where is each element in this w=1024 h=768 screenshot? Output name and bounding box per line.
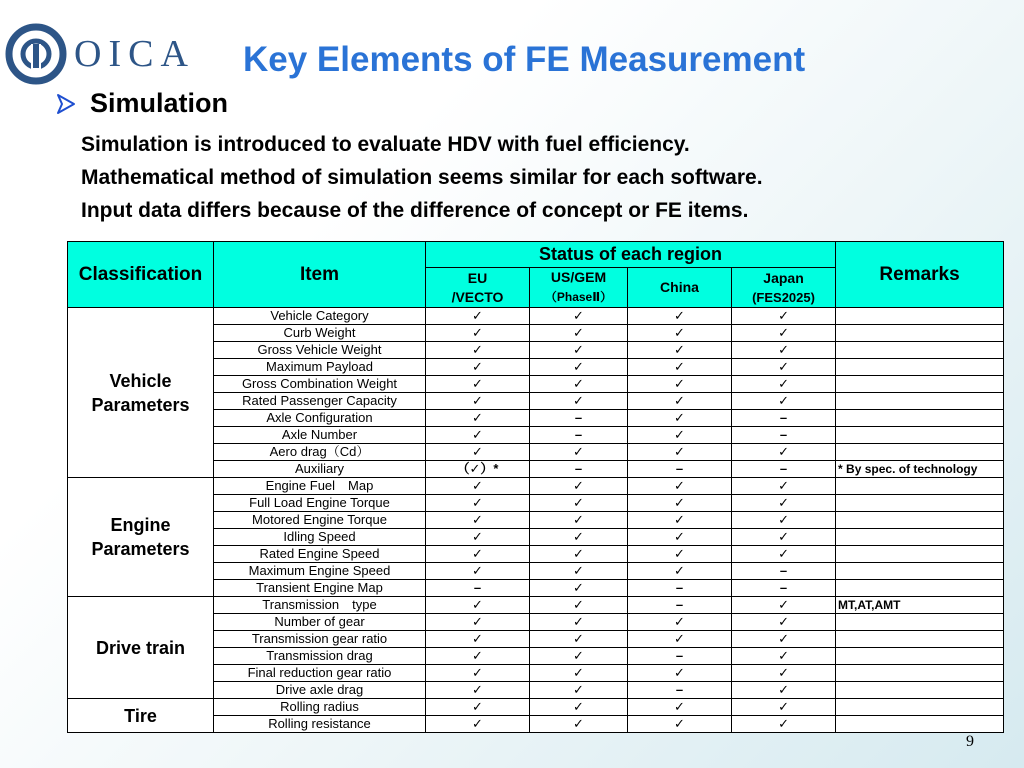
oica-logo [4,22,204,86]
status-cell-cn: ✓ [628,478,732,495]
item-cell: Aero drag（Cd） [214,444,426,461]
status-cell-us: ✓ [530,563,628,580]
classification-label: Tire [124,705,157,726]
header-remarks: Remarks [836,242,1004,308]
status-cell-us: ✓ [530,512,628,529]
status-cell-jp: ✓ [732,308,836,325]
remark-cell [836,665,1004,682]
status-cell-jp: ✓ [732,716,836,733]
status-cell-eu: – [426,580,530,597]
region-name: EU [467,269,488,286]
status-cell-us: ✓ [530,682,628,699]
classification-label: Engine [110,515,171,535]
status-cell-jp: ✓ [732,546,836,563]
status-cell-jp: ✓ [732,325,836,342]
status-cell-jp: ✓ [732,597,836,614]
item-cell: Motored Engine Torque [214,512,426,529]
header-region-japan [732,268,836,308]
item-cell: Vehicle Category [214,308,426,325]
remark-cell [836,342,1004,359]
status-cell-cn: – [628,461,732,478]
status-cell-jp: ✓ [732,648,836,665]
table-body [68,308,1004,733]
item-cell: Rolling resistance [214,716,426,733]
status-cell-jp: – [732,427,836,444]
region-name: Japan [763,269,804,286]
page-title: Key Elements of FE Measurement [243,40,806,79]
status-cell-jp: ✓ [732,529,836,546]
status-cell-cn: ✓ [628,444,732,461]
item-cell: Maximum Engine Speed [214,563,426,580]
region-name: US/GEM [550,269,607,285]
group-classification [68,699,214,733]
status-cell-cn: ✓ [628,308,732,325]
item-cell: Full Load Engine Torque [214,495,426,512]
status-cell-cn: ✓ [628,393,732,410]
status-cell-cn: ✓ [628,342,732,359]
remark-cell [836,410,1004,427]
remark-cell [836,512,1004,529]
status-cell-cn: ✓ [628,529,732,546]
item-cell: Auxiliary [214,461,426,478]
status-cell-cn: ✓ [628,410,732,427]
status-cell-jp: ✓ [732,682,836,699]
status-cell-jp: ✓ [732,614,836,631]
status-cell-jp: ✓ [732,376,836,393]
status-cell-eu: ✓ [426,495,530,512]
item-cell: Final reduction gear ratio [214,665,426,682]
status-cell-eu: ✓ [426,546,530,563]
item-cell: Engine Fuel Map [214,478,426,495]
status-cell-eu: ✓ [426,648,530,665]
remark-cell [836,325,1004,342]
status-cell-us: ✓ [530,444,628,461]
table-row [68,478,1004,495]
remark-cell [836,716,1004,733]
description-line: Input data differs because of the difference of concept or FE items. [81,199,749,222]
status-cell-eu: ✓ [426,444,530,461]
status-cell-eu: ✓ [426,410,530,427]
header-region-china [628,268,732,308]
status-cell-us: ✓ [530,546,628,563]
remark-cell: * By spec. of technology [836,461,1004,478]
region-sub: （PhaseⅡ） [544,290,613,304]
status-cell-us: ✓ [530,325,628,342]
status-cell-jp: – [732,580,836,597]
section-heading [56,88,228,119]
status-cell-eu: ✓ [426,699,530,716]
remark-cell [836,495,1004,512]
status-cell-cn: ✓ [628,325,732,342]
status-cell-cn: – [628,648,732,665]
item-cell: Number of gear [214,614,426,631]
status-cell-jp: ✓ [732,495,836,512]
status-cell-eu: ✓ [426,427,530,444]
item-cell: Rolling radius [214,699,426,716]
status-cell-us: ✓ [530,699,628,716]
status-cell-cn: ✓ [628,546,732,563]
status-cell-jp: ✓ [732,478,836,495]
status-cell-us: ✓ [530,716,628,733]
status-cell-eu: ✓ [426,665,530,682]
status-cell-jp: ✓ [732,512,836,529]
status-cell-us: ✓ [530,342,628,359]
item-cell: Axle Number [214,427,426,444]
remark-cell [836,376,1004,393]
remark-cell [836,563,1004,580]
classification-label: Vehicle [109,370,172,391]
status-cell-us: ✓ [530,495,628,512]
classification-label: Parameters [91,539,190,559]
classification-label: Parameters [91,394,190,415]
item-cell: Curb Weight [214,325,426,342]
status-cell-eu: ✓ [426,631,530,648]
remark-cell [836,444,1004,461]
status-cell-us: ✓ [530,614,628,631]
status-cell-jp: ✓ [732,699,836,716]
status-cell-eu: ✓ [426,478,530,495]
remark-cell [836,580,1004,597]
status-cell-jp: ✓ [732,393,836,410]
remark-cell [836,546,1004,563]
section-heading-text: Simulation [90,88,229,118]
logo-text: OICA [74,33,195,75]
status-cell-eu: ✓ [426,529,530,546]
page-number: 9 [966,733,974,750]
item-cell: Transmission drag [214,648,426,665]
status-cell-us: ✓ [530,376,628,393]
description-line: Simulation is introduced to evaluate HDV with fuel efficiency. [81,133,690,156]
status-cell-us: ✓ [530,580,628,597]
status-cell-us: ✓ [530,631,628,648]
item-cell: Transmission gear ratio [214,631,426,648]
status-cell-us: ✓ [530,597,628,614]
status-cell-eu: ✓ [426,563,530,580]
region-name: China [660,279,699,295]
status-cell-eu: ✓ [426,597,530,614]
remark-cell [836,699,1004,716]
status-cell-cn: – [628,597,732,614]
group-classification [68,597,214,699]
status-cell-us: ✓ [530,308,628,325]
status-cell-eu: ✓ [426,376,530,393]
status-cell-us: ✓ [530,648,628,665]
status-cell-cn: ✓ [628,512,732,529]
status-cell-cn: – [628,682,732,699]
table-row [68,597,1004,614]
region-sub: /VECTO [451,288,504,305]
status-cell-us: – [530,461,628,478]
status-cell-eu: （✓）* [426,461,530,478]
item-cell: Rated Passenger Capacity [214,393,426,410]
status-cell-us: ✓ [530,665,628,682]
section-description [81,128,763,227]
remark-cell: MT,AT,AMT [836,597,1004,614]
header-classification: Classification [68,242,214,308]
status-cell-us: – [530,410,628,427]
status-cell-cn: ✓ [628,376,732,393]
status-cell-jp: – [732,410,836,427]
description-line: Mathematical method of simulation seems similar for each software. [81,166,763,189]
status-cell-jp: ✓ [732,342,836,359]
remark-cell [836,427,1004,444]
status-cell-cn: ✓ [628,614,732,631]
status-cell-eu: ✓ [426,342,530,359]
header-item: Item [214,242,426,308]
fe-elements-table [67,241,1004,733]
status-cell-us: ✓ [530,529,628,546]
oica-logo-icon [4,22,68,86]
status-cell-cn: ✓ [628,716,732,733]
status-cell-jp: – [732,563,836,580]
status-cell-jp: ✓ [732,631,836,648]
status-cell-us: ✓ [530,359,628,376]
item-cell: Transmission type [214,597,426,614]
remark-cell [836,529,1004,546]
status-cell-eu: ✓ [426,614,530,631]
status-cell-eu: ✓ [426,682,530,699]
status-cell-cn: ✓ [628,631,732,648]
item-cell: Rated Engine Speed [214,546,426,563]
status-cell-us: ✓ [530,478,628,495]
remark-cell [836,308,1004,325]
status-cell-cn: – [628,580,732,597]
item-cell: Transient Engine Map [214,580,426,597]
item-cell: Drive axle drag [214,682,426,699]
header-status: Status of each region [426,242,836,268]
remark-cell [836,478,1004,495]
status-cell-eu: ✓ [426,308,530,325]
table-row [68,699,1004,716]
remark-cell [836,648,1004,665]
region-sub: (FES2025) [752,289,815,305]
group-classification [68,308,214,478]
status-cell-cn: ✓ [628,427,732,444]
status-cell-eu: ✓ [426,512,530,529]
status-cell-cn: ✓ [628,563,732,580]
header-region-us [530,268,628,308]
remark-cell [836,631,1004,648]
status-cell-eu: ✓ [426,716,530,733]
status-cell-cn: ✓ [628,359,732,376]
arrow-bullet-icon [56,93,76,115]
classification-label: Drive train [95,637,186,658]
item-cell: Idling Speed [214,529,426,546]
item-cell: Gross Vehicle Weight [214,342,426,359]
remark-cell [836,682,1004,699]
item-cell: Axle Configuration [214,410,426,427]
status-cell-eu: ✓ [426,393,530,410]
item-cell: Maximum Payload [214,359,426,376]
status-cell-eu: ✓ [426,359,530,376]
table-row [68,308,1004,325]
status-cell-us: ✓ [530,393,628,410]
status-cell-cn: ✓ [628,495,732,512]
remark-cell [836,393,1004,410]
group-classification [68,478,214,597]
remark-cell [836,614,1004,631]
status-cell-jp: ✓ [732,444,836,461]
status-cell-eu: ✓ [426,325,530,342]
status-cell-jp: ✓ [732,665,836,682]
item-cell: Gross Combination Weight [214,376,426,393]
status-cell-jp: ✓ [732,359,836,376]
status-cell-cn: ✓ [628,699,732,716]
status-cell-cn: ✓ [628,665,732,682]
status-cell-jp: – [732,461,836,478]
status-cell-us: – [530,427,628,444]
header-region-eu [426,268,530,308]
remark-cell [836,359,1004,376]
